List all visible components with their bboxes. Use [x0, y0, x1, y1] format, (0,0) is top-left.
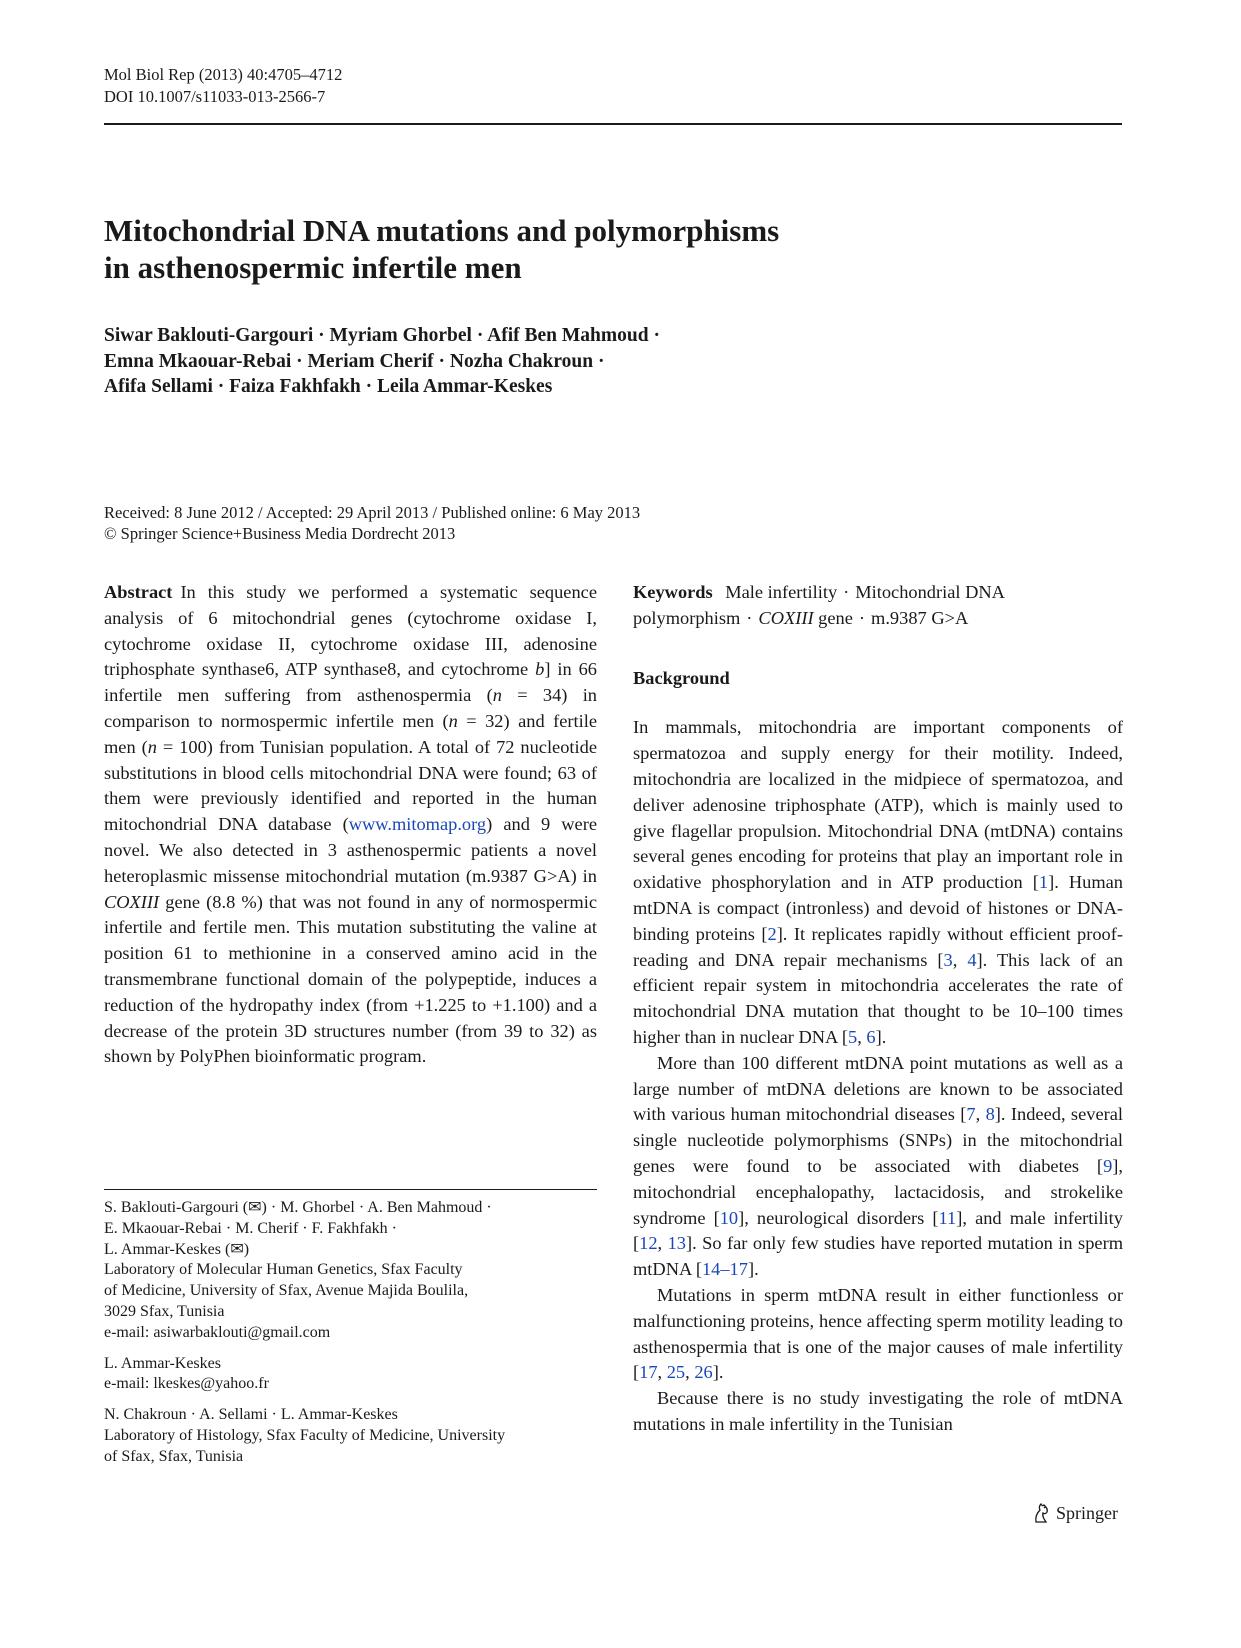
- header-rule: [104, 123, 1122, 125]
- publication-dates: [104, 502, 640, 544]
- citation-link[interactable]: 17: [639, 1362, 658, 1383]
- citation-link[interactable]: 10: [719, 1207, 739, 1228]
- author-line-1: Siwar Baklouti-Gargouri · Myriam Ghorbel · Afif Ben Mahmoud ·: [104, 325, 660, 346]
- mitomap-link[interactable]: www.mitomap.org: [348, 814, 487, 835]
- citation-link[interactable]: 6: [866, 1026, 876, 1047]
- section-heading-background: Background: [633, 667, 730, 688]
- citation-link[interactable]: 8: [985, 1104, 995, 1125]
- citation-link[interactable]: 1: [1038, 872, 1049, 893]
- affiliation-block-2: L. Ammar-Keskes e-mail: lkeskes@yahoo.fr: [104, 1354, 597, 1396]
- email-2[interactable]: e-mail: lkeskes@yahoo.fr: [104, 1375, 269, 1393]
- email-1[interactable]: e-mail: asiwarbaklouti@gmail.com: [104, 1323, 331, 1341]
- affiliation-block-3: N. Chakroun · A. Sellami · L. Ammar-Keskes Laboratory of Histology, Sfax Faculty of Medicine, University of Sfax, Sfax, Tunisia: [104, 1406, 506, 1465]
- journal-citation: Mol Biol Rep (2013) 40:4705–4712: [104, 65, 343, 84]
- background-paragraph-1: In mammals, mitochondria are important components of spermatozoa and supply energy for their motility. Indeed, mitochondria are localized in the midpiece of spermatozoa, and deliver adenosine triphosphate (ATP), which is mainly used to give flagellar propulsion. Mitochondrial DNA (mtDNA) contains several genes encoding for proteins that play an important role in oxidative phosphorylation and in ATP production [1]. Human mtDNA is compact (intronless) and devoid of histones or DNA-binding proteins [2]. It replicates rapidly without efficient proof-reading and DNA repair mechanisms [3, 4]. This lack of an efficient repair system in mitochondria accelerates the rate of mitochondrial DNA mutation that thought to be 10–100 times higher than in nuclear DNA [5, 6].: [633, 717, 1124, 1047]
- citation-link[interactable]: 5: [848, 1026, 858, 1047]
- publisher-name: Springer: [1056, 1502, 1118, 1523]
- background-paragraph-2: More than 100 different mtDNA point mutations as well as a large number of mtDNA deletions are known to be associated with various human mitochondrial diseases [7, 8]. Indeed, several single nucleotide polymorphisms (SNPs) in the mitochondrial genes were found to be associated with diabetes [9], mitochondrial encephalopathy, lactacidosis, and strokelike syndrome [10], neurological disorders [11], and male infertility [12, 13]. So far only few studies have reported mutation in sperm mtDNA [14–17].: [633, 1052, 1124, 1280]
- paper-title: [104, 212, 904, 286]
- affiliations: [104, 1198, 597, 1478]
- keywords: Keywords Male infertility · Mitochondrial DNA polymorphism · COXIII gene · m.9387 G>A: [633, 582, 1004, 628]
- keywords-label: Keywords: [633, 582, 713, 602]
- footnote-rule: [104, 1189, 597, 1190]
- citation-link[interactable]: 9: [1103, 1155, 1113, 1176]
- author-line-2: Emna Mkaouar-Rebai · Meriam Cherif · Nozha Chakroun ·: [104, 350, 605, 372]
- citation-link[interactable]: 2: [767, 923, 777, 944]
- citation-link[interactable]: 12: [639, 1233, 658, 1254]
- affiliation-block-1: S. Baklouti-Gargouri (✉) · M. Ghorbel · A. Ben Mahmoud · E. Mkaouar-Rebai · M. Cherif · F. Fakhfakh · L. Ammar-Keskes (✉) Laboratory of Molecular Human Genetics, Sfax Faculty of Medicine, University of Sfax, Avenue Majida Boulila, 3029 Sfax, Tunisia e-mail: asiwarbaklouti@gmail.com: [104, 1198, 597, 1344]
- right-column: [633, 580, 1123, 1438]
- publisher-mark: [1032, 1502, 1118, 1524]
- citation-link[interactable]: 26: [694, 1362, 713, 1383]
- history-line: Received: 8 June 2012 / Accepted: 29 April 2013 / Published online: 6 May 2013: [104, 503, 641, 522]
- author-list: [104, 323, 804, 400]
- abstract: Abstract In this study we performed a systematic sequence analysis of 6 mitochondrial genes (cytochrome oxidase I, cytochrome oxidase II, cytochrome oxidase III, adenosine triphosphate synthase6, ATP synthase8, and cytochrome b] in 66 infertile men suffering from asthenospermia (n = 34) in comparison to normospermic infertile men (n = 32) and fertile men (n = 100) from Tunisian population. A total of 72 nucleotide substitutions in blood cells mitochondrial DNA were found; 63 of them were previously identified and reported in the human mitochondrial DNA database (www.mitomap.org) and 9 were novel. We also detected in 3 asthenospermic patients a novel heteroplasmic missense mitochondrial mutation (m.9387 G>A) in COXIII gene (8.8 %) that was not found in any of normospermic infertile and fertile men. This mutation substituting the valine at position 61 to methionine in a conserved amino acid in the transmembrane functional domain of the polypeptide, induces a reduction of the hydropathy index (from +1.225 to +1.100) and a decrease of the protein 3D structures number (from 39 to 32) as shown by PolyPhen bioinformatic program.: [104, 582, 598, 1067]
- doi: DOI 10.1007/s11033-013-2566-7: [104, 87, 326, 106]
- citation-link[interactable]: 3: [943, 949, 953, 970]
- title-line-1: Mitochondrial DNA mutations and polymorphisms: [104, 213, 780, 248]
- citation-link[interactable]: 13: [667, 1233, 686, 1254]
- title-line-2: in asthenospermic infertile men: [104, 250, 522, 285]
- background-paragraph-3: Mutations in sperm mtDNA result in either functionless or malfunctioning proteins, hence affecting sperm motility leading to asthenospermia that is one of the major causes of male infertility [17, 25, 26].: [633, 1284, 1123, 1383]
- citation-link[interactable]: 4: [967, 949, 977, 970]
- abstract-label: Abstract: [104, 582, 173, 602]
- citation-link[interactable]: 14–17: [701, 1259, 748, 1280]
- citation-link[interactable]: 11: [938, 1207, 957, 1228]
- journal-header: [104, 64, 342, 108]
- springer-horse-icon: [1032, 1502, 1052, 1524]
- citation-link[interactable]: 7: [966, 1104, 976, 1125]
- left-column: [104, 580, 597, 1070]
- citation-link[interactable]: 25: [666, 1362, 686, 1383]
- background-paragraph-4: Because there is no study investigating the role of mtDNA mutations in male infertility in the Tunisian: [633, 1388, 1123, 1434]
- author-line-3: Afifa Sellami · Faiza Fakhfakh · Leila Ammar-Keskes: [104, 376, 553, 397]
- copyright-line: © Springer Science+Business Media Dordrecht 2013: [104, 524, 456, 543]
